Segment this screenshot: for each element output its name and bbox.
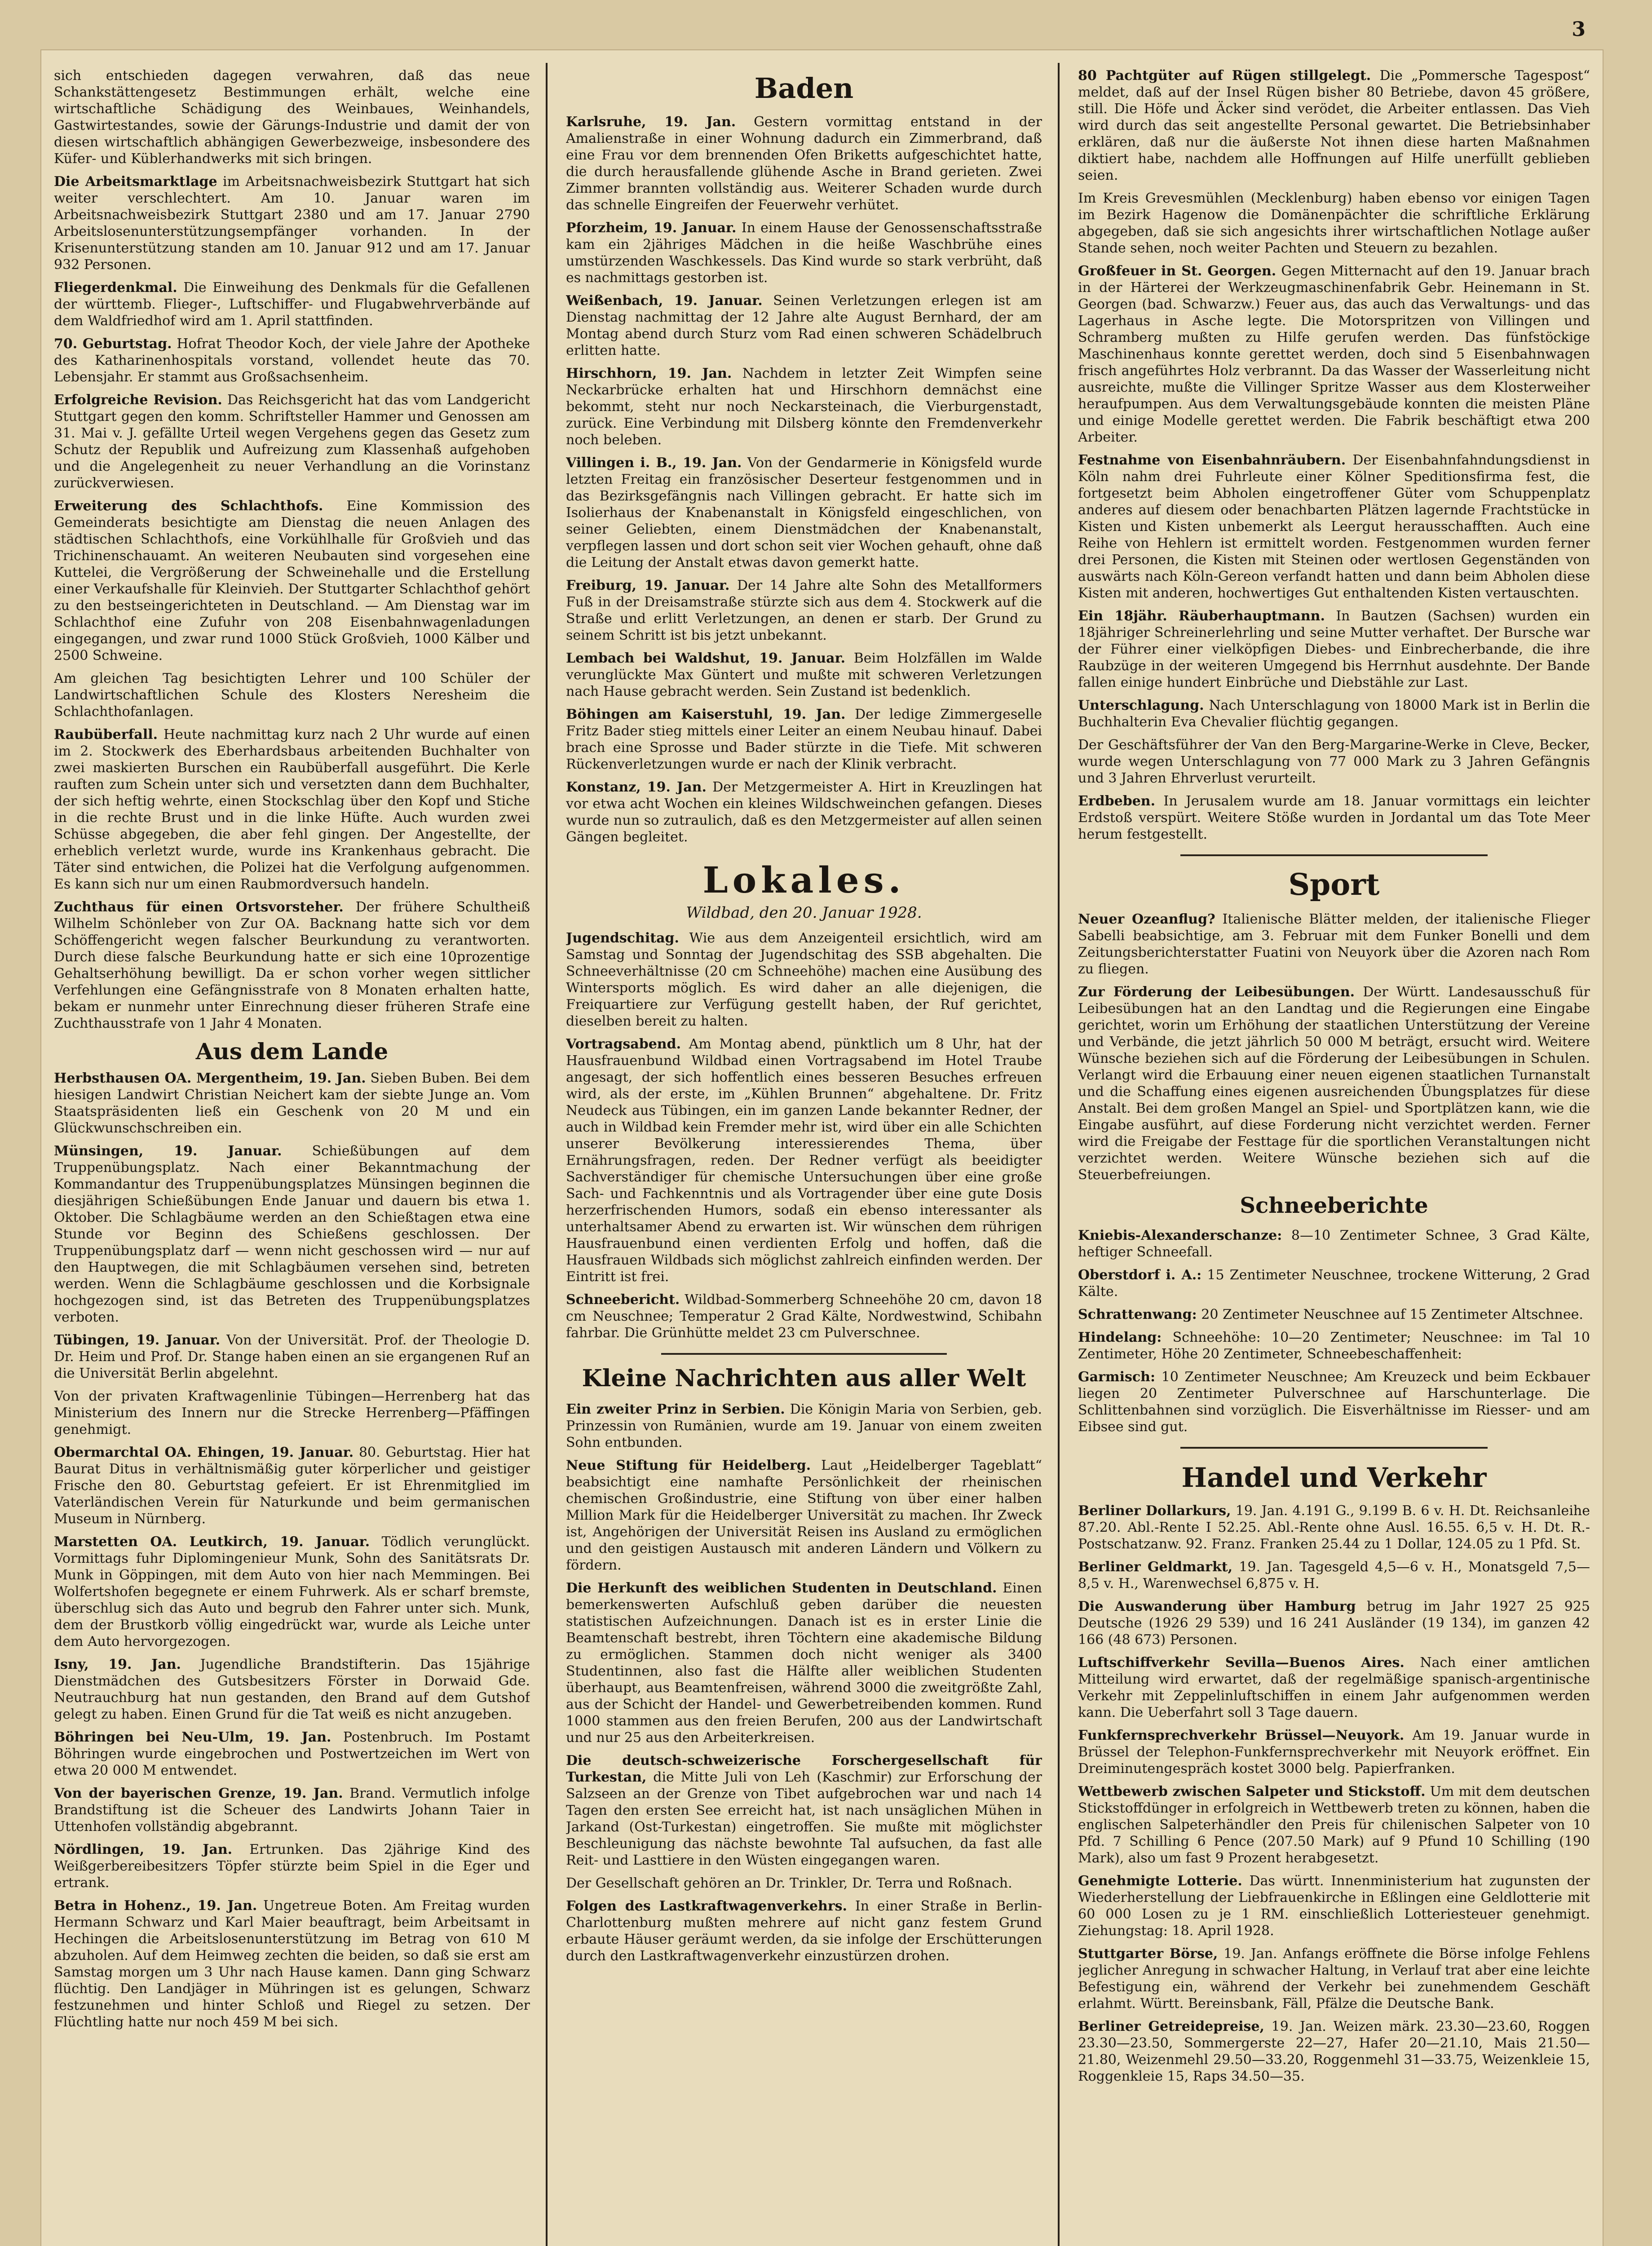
article-headline: Neuer Ozeanflug? — [1078, 911, 1215, 927]
article-headline: Luftschiffverkehr Sevilla—Buenos Aires. — [1078, 1655, 1405, 1671]
article-paragraph — [566, 706, 1042, 773]
article-headline: Berliner Geldmarkt, — [1078, 1559, 1233, 1575]
article-text: Am gleichen Tag besichtigten Lehrer und 100 Schüler der Landwirtschaftlichen Schule des Klosters Neresheim die Schlachthofanlagen. — [54, 671, 530, 720]
article-text: Die Königin Maria von Serbien, geb. Prinzessin von Rumänien, wurde am 19. Januar von einem zweiten Sohn entbunden. — [566, 1402, 1042, 1450]
article-headline: Großfeuer in St. Georgen. — [1078, 263, 1277, 279]
article-paragraph — [54, 279, 530, 329]
article-paragraph — [1078, 263, 1590, 446]
article-headline: Kniebis-Alexanderschanze: — [1078, 1228, 1282, 1243]
article-text: 8—10 Zentimeter Schnee, 3 Grad Kälte, heftiger Schneefall. — [1078, 1228, 1590, 1260]
article-headline: Die Arbeitsmarktlage — [54, 174, 217, 190]
article-paragraph — [1078, 1559, 1590, 1592]
article-text: Um mit dem deutschen Stickstoffdünger in erfolgreich in Wettbewerb treten zu können, haben die englischen Salpeterhändler den Preis für chilenischen Salpeter von 10 Pfd. 7 Schilling 6 Pence (207.50 Mark) auf 9 Pfund 10 Schilling (190 Mark), also um fast 9 Prozent herabgesetzt. — [1078, 1784, 1590, 1866]
article-text: betrug im Jahr 1927 25 925 Deutsche (1926 29 539) und 16 241 Ausländer (19 134), im ganzen 42 166 (48 673) Personen. — [1078, 1599, 1590, 1648]
article-headline: Oberstdorf i. A.: — [1078, 1267, 1202, 1283]
article-text: Von der privaten Kraftwagenlinie Tübingen—Herrenberg hat das Ministerium des Innern nur die Strecke Herrenberg—Pfäffingen genehmigt. — [54, 1388, 530, 1437]
article-headline: Konstanz, 19. Jan. — [566, 779, 707, 795]
article-headline: Die deutsch-schweizerische Forschergesellschaft für Turkestan, — [566, 1753, 1042, 1785]
article-headline: Hindelang: — [1078, 1330, 1162, 1345]
article-headline: Villingen i. B., 19. Jan. — [566, 455, 742, 471]
article-paragraph — [566, 1457, 1042, 1574]
column-rule — [546, 63, 548, 2246]
article-headline: Folgen des Lastkraftwagenverkehrs. — [566, 1898, 847, 1914]
article-headline: Jugendschitag. — [566, 930, 679, 946]
article-text: In einer Straße in Berlin-Charlottenburg mußten mehrere auf nicht ganz festem Grund erbaute Häuser geräumt werden, da sie infolge der Erschütterungen durch den Lastkraftwagenverkehr einzustürzen drohen. — [566, 1898, 1042, 1964]
article-text: 19. Jan. 4.191 G., 9.199 B. 6 v. H. Dt. Reichsanleihe 87.20. Abl.-Rente I 52.25. Abl.-Rente ohne Ausl. 16.55. 6,5 v. H. Dt. R.-Postschatzanw. 92. Franz. Franken 25.44 zu 1 Dollar, 124.05 zu 1 Pfd. St. — [1078, 1503, 1590, 1552]
article-headline: Lembach bei Waldshut, 19. Januar. — [566, 650, 846, 666]
article-paragraph — [1078, 190, 1590, 256]
article-paragraph — [1078, 1727, 1590, 1777]
article-paragraph — [1078, 697, 1590, 730]
article-text: Seinen Verletzungen erlegen ist am Dienstag nachmittag der 12 Jahre alte August Bernhard, der am Montag abend durch Sturz vom Rad einen schweren Schädelbruch erlitten hatte. — [566, 293, 1042, 358]
article-paragraph — [566, 220, 1042, 286]
article-headline: Hirschhorn, 19. Jan. — [566, 366, 732, 381]
article-paragraph — [54, 392, 530, 491]
article-text: Der 14 Jahre alte Sohn des Metallformers Fuß in der Dreisamstraße stürzte sich aus dem 4. Stockwerk auf die Straße und erlitt Verletzungen, an denen er starb. Der Grund zu seinem Schritt ist bis jetzt unbekannt. — [566, 578, 1042, 643]
section-heading-aus-dem-lande: Aus dem Lande — [195, 1038, 389, 1065]
article-paragraph — [54, 336, 530, 385]
article-headline: Unterschlagung. — [1078, 698, 1204, 713]
article-text: Wildbad-Sommerberg Schneehöhe 20 cm, davon 18 cm Neuschnee; Temperatur 2 Grad Kälte, Nordwestwind, Schibahn fahrbar. Die Grünhütte meldet 23 cm Pulverschnee. — [566, 1292, 1042, 1341]
article-headline: Vortragsabend. — [566, 1036, 681, 1052]
newspaper-page — [40, 18, 1603, 2246]
article-paragraph — [566, 455, 1042, 571]
article-paragraph — [54, 1143, 530, 1326]
article-paragraph — [54, 670, 530, 720]
article-text: Das württ. Innenministerium hat zugunsten der Wiederherstellung der Liebfrauenkirche in Eßlingen eine Geldlotterie mit 60 000 Losen zu je 1 RM. einschließlich Lotteriesteuer genehmigt. Ziehungstag: 18. April 1928. — [1078, 1873, 1590, 1939]
section-heading-lokales: Lokales. — [702, 859, 906, 901]
article-text: sich entschieden dagegen verwahren, daß das neue Schankstättengesetz Bestimmungen erhält, welche eine wirtschaftliche Schädigung des Weinbaues, Weinhandels, Gastwirtestandes, sowie der Gärungs-Industrie und damit der von diesen wirtschaftlich abhängigen Gewerbezweige, insbesondere des Küfer- und Küblerhandwerks mit sich bringen. — [54, 68, 530, 167]
article-paragraph — [566, 930, 1042, 1030]
article-headline: Schneebericht. — [566, 1292, 680, 1308]
article-paragraph — [566, 114, 1042, 213]
article-paragraph — [54, 67, 530, 167]
article-headline: Raubüberfall. — [54, 727, 158, 743]
article-paragraph — [1078, 2018, 1590, 2085]
article-text: Der frühere Schultheiß Wilhelm Schönleber von Zur OA. Backnang hatte sich vor dem Schöffengericht wegen falscher Beurkundung zu verantworten. Durch diese falsche Beurkundung hatte er sich eine 10prozentige Gehaltserhöhung bewilligt. Da er schon vorher wegen sittlicher Verfehlungen eine Gefängnisstrafe von 8 Monaten erhalten hatte, bekam er nunmehr unter Einrechnung dieser früheren Strafe eine Zuchthausstrafe von 1 Jahr 4 Monaten. — [54, 899, 530, 1031]
article-text: 15 Zentimeter Neuschnee, trockene Witterung, 2 Grad Kälte. — [1078, 1267, 1590, 1300]
article-paragraph — [54, 1444, 530, 1527]
article-paragraph — [1078, 1369, 1590, 1435]
article-text: In einem Hause der Genossenschaftsstraße kam ein 2jähriges Mädchen in die heiße Waschbrühe eines umstürzenden Waschkessels. Das Kind wurde so stark verbrüht, daß es nachmittags gestorben ist. — [566, 220, 1042, 286]
article-paragraph — [1078, 1783, 1590, 1866]
article-headline: Erweiterung des Schlachthofs. — [54, 498, 323, 514]
article-text: Jugendliche Brandstifterin. Das 15jährige Dienstmädchen des Gutsbesitzers Förster in Dorwaid Gde. Neutrauchburg hat nun gestanden, den Brand auf dem Gutshof gelegt zu haben. Einen Grund für die Tat weiß es nicht anzugeben. — [54, 1657, 530, 1722]
page-number: 3 — [1572, 18, 1586, 41]
article-text: Das Reichsgericht hat das vom Landgericht Stuttgart gegen den komm. Schriftsteller Hammer und Genossen am 31. Mai v. J. gefällte Urteil wegen Vergehens gegen das Gesetz zum Schutz der Republik und Aufreizung zum Klassenhaß aufgehoben und die Angelegenheit zu neuer Verhandlung an die Vorinstanz zurückverwiesen. — [54, 392, 530, 491]
article-headline: Weißenbach, 19. Januar. — [566, 293, 763, 309]
article-text: Sieben Buben. Bei dem hiesigen Landwirt Christian Neichert kam der siebte Junge an. Vom Staatspräsidenten ließ ein Geschenk von 20 M und ein Glückwunschschreiben ein. — [54, 1070, 530, 1136]
article-text: Hofrat Theodor Koch, der viele Jahre der Apotheke des Katharinenhospitals vorstand, vollendet heute das 70. Lebensjahr. Er stammt aus Großsachsenheim. — [54, 336, 530, 385]
article-paragraph — [1078, 1654, 1590, 1721]
article-text: Einen bemerkenswerten Aufschluß geben darüber die neuesten statistischen Aufzeichnungen. Danach ist es in erster Linie die Beamtenschaft bestrebt, ihren Töchtern eine akademische Bildung zu ermöglichen. Stammen doch nicht weniger als 3400 Studentinnen, also fast die Hälfte aller weiblichen Studenten überhaupt, aus Beamtenfreisen, während 3000 die zweitgrößte Zahl, aus der Schicht der Handel- und Gewerbetreibenden kommen. Rund 1000 stammen aus den freien Berufen, 200 aus der Landwirtschaft und nur 25 aus den Arbeiterkreisen. — [566, 1580, 1042, 1746]
article-text: Italienische Blätter melden, der italienische Flieger Sabelli beabsichtige, am 3. Februar mit dem Funker Bonelli und dem Zeitungsberichterstatter Fuatini von Neuyork über die Azoren nach Rom zu fliegen. — [1078, 911, 1590, 977]
article-headline: Genehmigte Lotterie. — [1078, 1873, 1242, 1889]
article-paragraph — [1078, 1267, 1590, 1300]
article-text: Der Eisenbahnfahndungsdienst in Köln nahm drei Fuhrleute einer Kölner Speditionsfirma fest, die fortgesetzt beim Abholen eingetroffener Güter vom Schuppenplatz anderes auf diesem oder benachbarten Plätzen lagernde Frachtstücke in Kisten und Kisten unbemerkt als Leergut herausschafften. Auch eine Reihe von Hehlern ist ermittelt worden. Festgenommen wurden ferner drei Personen, die Kisten mit Steinen oder wertlosen Gegenständen von auswärts nach Köln-Gereon verfandt hatten und dann beim Abholen diese Kisten mit anderen, hochwertiges Gut enthaltenden Kisten vertauschten. — [1078, 452, 1590, 601]
article-headline: Die Herkunft des weiblichen Studenten in Deutschland. — [566, 1580, 997, 1596]
article-text: Am 19. Januar wurde in Brüssel der Telephon-Funkfernsprechverkehr mit Neuyork eröffnet. Ein Dreiminutengespräch kostet 3000 belg. Papierfranken. — [1078, 1728, 1590, 1777]
article-text: Heute nachmittag kurz nach 2 Uhr wurde auf einen im 2. Stockwerk des Eberhardsbaus arbeitenden Buchhalter von zwei maskierten Burschen ein Raubüberfall ausgeführt. Die Kerle rauften zum Schein unter sich und versetzten dann dem Buchhalter, der sich heftig wehrte, einen Stockschlag über den Kopf und Stiche in die rechte Brust und in die linke Hüfte. Auch wurden zwei Schüsse abgegeben, die aber fehl gingen. Der Angestellte, der erheblich verletzt wurde, wurde ins Krankenhaus gebracht. Die Täter sind entwichen, die Polizei hat die Verfolgung aufgenommen. Es kann sich nur um einen Raubmordversuch handeln. — [54, 727, 530, 892]
article-text: Gegen Mitternacht auf den 19. Januar brach in der Härterei der Werkzeugmaschinenfabrik Gebr. Heinemann in St. Georgen (bad. Schwarzw.) Feuer aus, das auch das Verwaltungs- und das Lagerhaus in Asche legte. Die Motorspritzen von Villingen und Schramberg mußten zu Hilfe gerufen werden. Das fünfstöckige Maschinenhaus konnte gerettet werden, doch sind 5 Eisenbahnwagen frisch angeführtes Holz verbrannt. Da das Wasser der Wasserleitung nicht ausreichte, mußte die Villinger Spritze Wasser aus dem Klosterweiher heraufpumpen. Aus dem Verwaltungsgebäude konnten die meisten Pläne und einige Modelle gerettet werden. Die Fabrik beschäftigt etwa 200 Arbeiter. — [1078, 263, 1590, 445]
article-paragraph — [54, 1534, 530, 1650]
article-paragraph — [54, 726, 530, 893]
article-headline: Böhringen bei Neu-Ulm, 19. Jan. — [54, 1729, 331, 1745]
article-headline: Festnahme von Eisenbahnräubern. — [1078, 452, 1346, 468]
article-text: Der Württ. Landesausschuß für Leibesübungen hat an den Landtag und die Regierungen eine Eingabe gerichtet, worin um Erhöhung der staatlichen Unterstützung der Vereine und Verbände, die jetzt jährlich 50 000 M beträgt, ersucht wird. Weitere Wünsche beziehen sich auf die Förderung der Leibesübungen in Schulen. Verlangt wird die Erbauung einer neuen eigenen staatlichen Turnanstalt und die Schaffung eines eigenen ausreichenden Übungsplatzes für diese Anstalt. Bei dem großen Mangel an Spiel- und Sportplätzen kann, wie die Eingabe ausführt, auf diese Forderung nicht verzichtet werden. Ferner wird die Freigabe der Festtage für die sportlichen Veranstaltungen nicht verzichtet werden. Weitere Wünsche beziehen sich auf die Steuerbefreiungen. — [1078, 984, 1590, 1183]
article-headline: Die Auswanderung über Hamburg — [1078, 1599, 1356, 1614]
article-text: im Arbeitsnachweisbezirk Stuttgart hat sich weiter verschlechtert. Am 10. Januar waren im Arbeitsnachweisbezirk Stuttgart 2380 und am 17. Januar 2790 Arbeitslosenunterstützungsempfänger vorhanden. In der Krisenunterstützung standen am 10. Januar 912 und am 17. Januar 932 Personen. — [54, 174, 530, 273]
article-text: Schneehöhe: 10—20 Zentimeter; Neuschnee: im Tal 10 Zentimeter, Höhe 20 Zentimeter, Schneebeschaffenheit: — [1078, 1330, 1590, 1362]
article-text: Von der Universität. Prof. der Theologie D. Dr. Heim und Prof. Dr. Stange haben einen an sie ergangenen Ruf an die Universität Berlin abgelehnt. — [54, 1332, 530, 1381]
article-headline: Stuttgarter Börse, — [1078, 1946, 1218, 1962]
article-headline: Münsingen, 19. Januar. — [54, 1143, 282, 1159]
dateline: Wildbad, den 20. Januar 1928. — [686, 904, 922, 922]
article-headline: Ein zweiter Prinz in Serbien. — [566, 1402, 785, 1417]
article-paragraph — [54, 1388, 530, 1438]
article-text: Die Einweihung des Denkmals für die Gefallenen der württemb. Flieger-, Luftschiffer- und Flugabwehrverbände auf dem Waldfriedhof wird am 1. April stattfinden. — [54, 280, 530, 329]
article-headline: Böhingen am Kaiserstuhl, 19. Jan. — [566, 707, 846, 722]
article-paragraph — [566, 1580, 1042, 1746]
article-headline: Neue Stiftung für Heidelberg. — [566, 1458, 811, 1473]
article-paragraph — [1078, 984, 1590, 1183]
article-paragraph — [54, 899, 530, 1032]
section-divider — [1180, 1447, 1488, 1449]
article-paragraph — [54, 1897, 530, 2030]
article-headline: Freiburg, 19. Januar. — [566, 578, 730, 593]
article-text: Am Montag abend, pünktlich um 8 Uhr, hat der Hausfrauenbund Wildbad einen Vortragsabend im Hotel Traube angesagt, der sich hoffentlich eines besseren Besuches erfreuen wird, als der erste, im „Kühlen Brunnen“ abgehaltene. Dr. Fritz Neudeck aus Tübingen, ein im ganzen Lande bekannter Redner, der auch in Wildbad kein Fremder mehr ist, wird über ein alle Schichten unserer Bevölkerung interessierendes Thema, über Ernährungsfragen, reden. Der Redner verfügt als beeidigter Sachverständiger für chemische Untersuchungen über eine große Sach- und Fachkenntnis und als Vortragender über eine gute Dosis herzerfrischenden Humors, sodaß ein ebenso interessanter als unterhaltsamer Abend zu erwarten ist. Wir wünschen dem rührigen Hausfrauenbund einen verdienten Erfolg und hoffen, daß die Hausfrauen Wildbads sich möglichst zahlreich einfinden werden. Der Eintritt ist frei. — [566, 1036, 1042, 1285]
article-paragraph — [1078, 1945, 1590, 2012]
article-headline: Zuchthaus für einen Ortsvorsteher. — [54, 899, 344, 915]
article-headline: Nördlingen, 19. Jan. — [54, 1842, 233, 1857]
article-text: Nach Unterschlagung von 18000 Mark ist in Berlin die Buchhalterin Eva Chevalier flüchtig gegangen. — [1078, 698, 1590, 730]
article-paragraph — [1078, 1873, 1590, 1939]
article-text: Im Kreis Grevesmühlen (Mecklenburg) haben ebenso vor einigen Tagen im Bezirk Hagenow die Domänenpächter die schriftliche Erklärung abgegeben, daß sie sich angesichts ihrer wirtschaftlichen Notlage außer Stande sehen, noch weiter Pachten und Steuern zu bezahlen. — [1078, 190, 1590, 256]
article-headline: Zur Förderung der Leibesübungen. — [1078, 984, 1355, 1000]
article-paragraph — [1078, 608, 1590, 691]
article-text: Eine Kommission des Gemeinderats besichtigte am Dienstag die neuen Anlagen des städtischen Schlachthofs, eine Vorkühlhalle für Großvieh und das Trichinenschauamt. An weiteren Neubauten sind vorgesehen eine Kuttelei, die Vergrößerung der Schweinehalle und die Erstellung einer Verkaufshalle für Kleinvieh. Der Stuttgarter Schlachthof gehört zu den bestseingerichteten in Deutschland. — Am Dienstag war im Schlachthof eine Zufuhr von 208 Eisenbahnwagenladungen eingegangen, und zwar rund 1000 Stück Großvieh, 1000 Kälber und 2500 Schweine. — [54, 498, 530, 663]
article-paragraph — [566, 1036, 1042, 1285]
article-headline: Funkfernsprechverkehr Brüssel—Neuyork. — [1078, 1728, 1405, 1743]
article-text: Der Geschäftsführer der Van den Berg-Margarine-Werke in Cleve, Becker, wurde wegen Unterschlagung von 77 000 Mark zu 3 Jahren Gefängnis und 3 Jahren Ehrverlust verurteilt. — [1078, 737, 1590, 786]
article-paragraph — [1078, 1503, 1590, 1552]
article-paragraph — [1078, 67, 1590, 184]
article-paragraph — [566, 292, 1042, 359]
article-paragraph — [54, 1656, 530, 1723]
article-headline: Erfolgreiche Revision. — [54, 392, 222, 408]
article-paragraph — [54, 1785, 530, 1835]
article-paragraph — [566, 577, 1042, 644]
column-middle — [566, 67, 1042, 2246]
article-headline: Erdbeben. — [1078, 793, 1156, 809]
article-paragraph — [566, 779, 1042, 845]
article-paragraph — [1078, 1227, 1590, 1260]
article-paragraph — [566, 1875, 1042, 1892]
article-text: Nach einer amtlichen Mitteilung wird erwartet, daß der regelmäßige spanisch-argentinische Verkehr mit Zeppelinluftschiffen in einem Jahr aufgenommen werden kann. Die Ueberfahrt soll 3 Tage dauern. — [1078, 1655, 1590, 1720]
article-paragraph — [566, 1898, 1042, 1964]
article-text: In Bautzen (Sachsen) wurden ein 18jähriger Schreinerlehrling und seine Mutter verhaftet. Der Bursche war der Führer einer vielköpfigen Diebes- und Einbrecherbande, die ihre Raubzüge in der weiteren Umgegend bis Herrnhut ausdehnte. Der Bande fallen einige hundert Einbrüche und Diebstähle zur Last. — [1078, 608, 1590, 690]
article-headline: Garmisch: — [1078, 1369, 1156, 1385]
section-heading-sport: Sport — [1288, 867, 1380, 902]
article-text: Die „Pommersche Tagespost“ meldet, daß auf der Insel Rügen bisher 80 Betriebe, davon 45 größere, still. Die Höfe und Äcker sind verödet, die Arbeiter entlassen. Das Vieh wird durch das seit angestellte Personal gewartet. Die Betriebsinhaber erklären, daß nur die äußerste Not ihnen diese harten Maßnahmen diktiert habe, nachdem alle Hoffnungen auf Hilfe unerfüllt geblieben seien. — [1078, 68, 1590, 183]
column-right — [1078, 67, 1590, 2246]
article-headline: 70. Geburtstag. — [54, 336, 172, 352]
article-paragraph — [1078, 452, 1590, 601]
article-text: Tödlich verunglückt. Vormittags fuhr Diplomingenieur Munk, Sohn des Sanitätsrats Dr. Munk in Göppingen, mit dem Auto von hier nach Memmingen. Bei Wolfertshofen begegnete er einem Fuhrwerk. Als er scharf bremste, überschlug sich das Auto und begrub den Fahrer unter sich. Munk, dem der Brustkorb völlig eingedrückt war, wurde als Leiche unter dem Auto hervorgezogen. — [54, 1534, 530, 1649]
article-headline: Isny, 19. Jan. — [54, 1657, 181, 1672]
article-paragraph — [54, 1070, 530, 1136]
article-text: 19. Jan. Anfangs eröffnete die Börse infolge Fehlens jeglicher Anregung in schwacher Haltung, in Verlauf trat aber eine leichte Befestigung ein, während der Verkehr bei zunehmendem Geschäft erlahmt. Württ. Bereinsbank, Fäll, Pfälze die Deutsche Bank. — [1078, 1946, 1590, 2012]
article-paragraph — [566, 1291, 1042, 1341]
article-headline: Karlsruhe, 19. Jan. — [566, 114, 736, 130]
article-text: Postenbruch. Im Postamt Böhringen wurde eingebrochen und Postwertzeichen im Wert von etwa 20 000 M entwendet. — [54, 1729, 530, 1778]
article-text: Schießübungen auf dem Truppenübungsplatz. Nach einer Bekanntmachung der Kommandantur des Truppenübungsplatzes Münsingen beginnen die diesjährigen Schießübungen Ende Januar und dauern bis etwa 1. Oktober. Die Schlagbäume werden an den Schießtagen etwa eine Stunde vor Beginn des Schießens geschlossen. Der Truppenübungsplatz darf — wenn nicht geschossen wird — nur auf den Hauptwegen, die mit Schlagbäumen versehen sind, betreten werden. Wenn die Schlagbäume geschlossen und die Korbsignale hochgezogen sind, ist das Betreten des Truppenübungsplatzes verboten. — [54, 1143, 530, 1325]
article-headline: Betra in Hohenz., 19. Jan. — [54, 1898, 257, 1914]
article-headline: Wettbewerb zwischen Salpeter und Stickstoff. — [1078, 1784, 1426, 1799]
article-text: 19. Jan. Weizen märk. 23.30—23.60, Roggen 23.30—23.50, Sommergerste 22—27, Hafer 20—21.10, Mais 21.50—21.80, Weizenmehl 29.50—33.20, Roggenmehl 31—33.75, Weizenkleie 15, Roggenkleie 15, Raps 34.50—35. — [1078, 2019, 1590, 2084]
article-paragraph — [566, 365, 1042, 448]
section-heading-schneeberichte: Schneeberichte — [1240, 1193, 1428, 1218]
article-headline: Berliner Getreidepreise, — [1078, 2019, 1264, 2034]
article-text: Ertrunken. Das 2jährige Kind des Weißgerbereibesitzers Töpfer stürzte beim Spiel in die Eger und ertrank. — [54, 1842, 530, 1891]
article-text: Gestern vormittag entstand in der Amalienstraße in einer Wohnung dadurch ein Zimmerbrand, daß eine Frau vor dem brennenden Ofen Briketts aufgeschichtet hatte, die durch herausfallende glühende Asche in Brand gerieten. Zwei Zimmer brannten vollständig aus. Weiterer Schaden wurde durch das schnelle Eingreifen der Feuerwehr verhütet. — [566, 114, 1042, 213]
article-headline: Schrattenwang: — [1078, 1307, 1197, 1322]
section-heading-kleine-nachrichten-aus-aller-welt: Kleine Nachrichten aus aller Welt — [582, 1365, 1026, 1392]
section-heading-handel-und-verkehr: Handel und Verkehr — [1181, 1462, 1487, 1494]
article-paragraph — [1078, 793, 1590, 843]
column-rule — [1058, 63, 1060, 2246]
article-text: 10 Zentimeter Neuschnee; Am Kreuzeck und beim Eckbauer liegen 20 Zentimeter Pulverschnee auf Harschunterlage. Die Schlittenbahnen sind vorzüglich. Die Eisverhältnisse im Riesser- und am Eibsee sind gut. — [1078, 1369, 1590, 1435]
article-text: Nachdem in letzter Zeit Wimpfen seine Neckarbrücke erhalten hat und Hirschhorn demnächst eine bekommt, steht nur noch Neckarsteinach, die Vierburgenstadt, zurück. Eine Verbindung mit Dilsberg könnte den Fremdenverkehr noch beleben. — [566, 366, 1042, 448]
article-text: Der Gesellschaft gehören an Dr. Trinkler, Dr. Terra und Roßnach. — [566, 1875, 1012, 1891]
article-paragraph — [54, 173, 530, 273]
section-heading-baden: Baden — [754, 72, 854, 105]
section-divider — [1180, 854, 1488, 856]
article-paragraph — [1078, 737, 1590, 787]
article-paragraph — [54, 1332, 530, 1382]
article-text: Von der Gendarmerie in Königsfeld wurde letzten Freitag ein französischer Deserteur festgenommen und in das Bezirksgefängnis nach Villingen gebracht. Er hatte sich im Isolierhaus der Knabenanstalt in Königsfeld eingeschlichen, von seiner Geliebten, einem Dienstmädchen der Knabenanstalt, verpflegen lassen und dort schon seit vier Wochen gehauft, ohne daß die Leitung der Anstalt etwas davon gemerkt hatte. — [566, 455, 1042, 570]
article-headline: Obermarchtal OA. Ehingen, 19. Januar. — [54, 1445, 354, 1460]
article-text: 19. Jan. Tagesgeld 4,5—6 v. H., Monatsgeld 7,5—8,5 v. H., Warenwechsel 6,875 v. H. — [1078, 1559, 1590, 1592]
article-paragraph — [54, 1729, 530, 1779]
article-paragraph — [1078, 1598, 1590, 1648]
article-paragraph — [54, 1841, 530, 1891]
article-text: Beim Holzfällen im Walde verunglückte Max Güntert und mußte mit schweren Verletzungen nach Hause gebracht werden. Sein Zustand ist bedenklich. — [566, 650, 1042, 699]
article-text: In Jerusalem wurde am 18. Januar vormittags ein leichter Erdstoß verspürt. Weitere Stöße wurden in Jordantal um das Tote Meer herum festgestellt. — [1078, 793, 1590, 842]
article-text: Der Metzgermeister A. Hirt in Kreuzlingen hat vor etwa acht Wochen ein kleines Wildschweinchen gefangen. Dieses wurde nun so zutraulich, daß es den Metzgermeister auf allen seinen Gängen begleitet. — [566, 779, 1042, 845]
article-headline: Von der bayerischen Grenze, 19. Jan. — [54, 1786, 343, 1801]
column-left — [54, 67, 530, 2246]
article-text: Der ledige Zimmergeselle Fritz Bader stieg mittels einer Leiter an einem Neubau hinauf. Dabei brach eine Sprosse und Bader stürzte in die Tiefe. Mit schweren Rückenverletzungen wurde er nach der Klinik verbracht. — [566, 707, 1042, 772]
article-paragraph — [54, 498, 530, 664]
article-paragraph — [1078, 1306, 1590, 1323]
article-paragraph — [566, 650, 1042, 700]
article-text: Brand. Vermutlich infolge Brandstiftung ist die Scheuer des Landwirts Johann Taier in Uttenhofen vollständig abgebrannt. — [54, 1786, 530, 1835]
article-headline: Ein 18jähr. Räuberhauptmann. — [1078, 608, 1325, 624]
article-text: die Mitte Juli von Leh (Kaschmir) zur Erforschung der Salzseen an der Grenze von Tibet aufgebrochen war und nach 14 Tagen den ersten See erreicht hat, ist nach unsäglichen Mühen in Jarkand (Ost-Turkestan) eingetroffen. Sie mußte mit möglichster Beschleunigung das nächste bewohnte Tal aufsuchen, da fast alle Reit- und Lasttiere in den Wüsten eingegangen waren. — [566, 1769, 1042, 1868]
article-headline: Fliegerdenkmal. — [54, 280, 177, 296]
article-headline: Pforzheim, 19. Januar. — [566, 220, 737, 236]
article-paragraph — [566, 1401, 1042, 1451]
article-headline: 80 Pachtgüter auf Rügen stillgelegt. — [1078, 68, 1371, 84]
article-headline: Tübingen, 19. Januar. — [54, 1332, 221, 1348]
article-headline: Marstetten OA. Leutkirch, 19. Januar. — [54, 1534, 370, 1550]
article-text: Laut „Heidelberger Tageblatt“ beabsichtigt eine namhafte Persönlichkeit der rheinischen chemischen Großindustrie, eine Stiftung von über einer halben Million Mark für die Heidelberger Universität zu machen. Ihr Zweck ist, Angehörigen der Universität Reisen ins Ausland zu ermöglichen und den geistigen Austausch mit anderen Ländern und Völkern zu fördern. — [566, 1458, 1042, 1573]
article-paragraph — [566, 1752, 1042, 1869]
section-divider — [661, 1353, 947, 1355]
article-headline: Herbsthausen OA. Mergentheim, 19. Jan. — [54, 1070, 366, 1086]
article-text: 20 Zentimeter Neuschnee auf 15 Zentimeter Altschnee. — [1201, 1307, 1583, 1322]
article-text: Ungetreue Boten. Am Freitag wurden Hermann Schwarz und Karl Maier beauftragt, beim Arbeitsamt in Hechingen die Arbeitslosenunterstützung im Betrag von 610 M abzuholen. Auf dem Heimweg zechten die beiden, so daß sie erst am Samstag morgen um 3 Uhr nach Hause kamen. Dann ging Schwarz flüchtig. Den Landjäger in Mühringen ist es gelungen, Schwarz festzunehmen und hinter Schloß und Riegel zu setzen. Der Flüchtling hatte nur noch 459 M bei sich. — [54, 1898, 530, 2030]
article-text: 80. Geburtstag. Hier hat Baurat Ditus in verhältnismäßig guter körperlicher und geistiger Frische den 80. Geburtstag gefeiert. Er ist Ehrenmitglied im Vaterländischen Verein für Naturkunde und beim germanischen Museum in Nürnberg. — [54, 1445, 530, 1527]
article-paragraph — [1078, 911, 1590, 977]
article-text: Wie aus dem Anzeigenteil ersichtlich, wird am Samstag und Sonntag der Jugendschitag des SSB abgehalten. Die Schneeverhältnisse (20 cm Schneehöhe) machen eine Ausübung des Wintersports möglich. Es wird daher an alle diejenigen, die Freiquartiere zur Verfügung gestellt haben, der Ruf gerichtet, dieselben bereit zu halten. — [566, 930, 1042, 1029]
article-headline: Berliner Dollarkurs, — [1078, 1503, 1231, 1519]
article-paragraph — [1078, 1329, 1590, 1362]
